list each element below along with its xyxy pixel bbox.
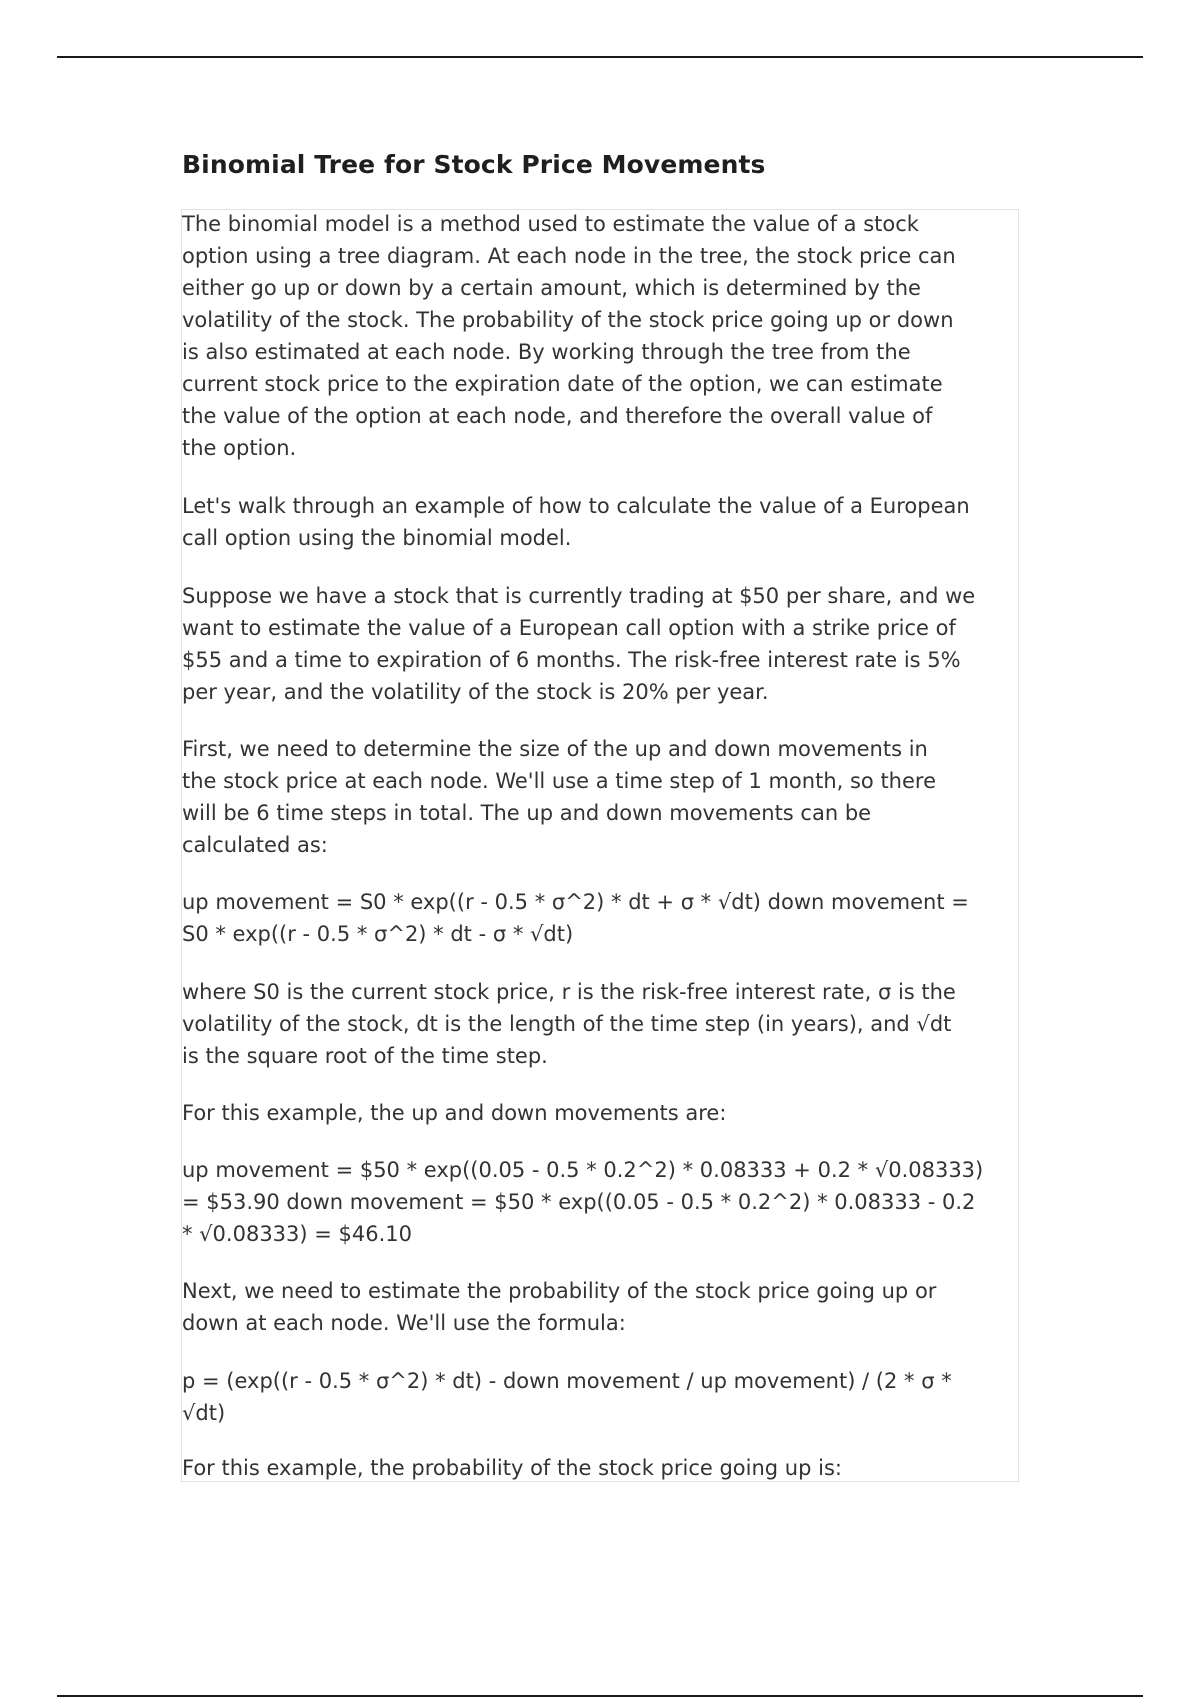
text-line: call option using the binomial model. [182,526,572,550]
formula-movements [182,886,1022,950]
text-line: the value of the option at each node, and therefore the overall value of [182,404,933,428]
text-line: volatility of the stock, dt is the length of the time step (in years), and √dt [182,1012,952,1036]
text-line: per year, and the volatility of the stock is 20% per year. [182,680,769,704]
text-line: is the square root of the time step. [182,1044,548,1068]
text-line: = $53.90 down movement = $50 * exp((0.05 - 0.5 * 0.2^2) * 0.08333 - 0.2 [182,1190,976,1214]
paragraph-definitions [182,976,1022,1072]
text-line: option using a tree diagram. At each node in the tree, the stock price can [182,244,956,268]
text-line: S0 * exp((r - 0.5 * σ^2) * dt - σ * √dt) [182,922,574,946]
formula-probability [182,1365,1022,1429]
text-line: current stock price to the expiration date of the option, we can estimate [182,372,943,396]
text-line: either go up or down by a certain amount, which is determined by the [182,276,921,300]
paragraph-example-movements [182,1097,1022,1129]
text-line: down at each node. We'll use the formula: [182,1311,626,1335]
text-line: * √0.08333) = $46.10 [182,1222,413,1246]
text-line: is also estimated at each node. By working through the tree from the [182,340,911,364]
paragraph-example-intro [182,490,1022,554]
text-line: the option. [182,436,297,460]
paragraph-probability-example [182,1452,1022,1484]
paragraph-time-step [182,733,1022,861]
footer-rule [57,1695,1143,1697]
text-line: First, we need to determine the size of the up and down movements in [182,737,928,761]
text-line: The binomial model is a method used to estimate the value of a stock [182,212,919,236]
text-line: $55 and a time to expiration of 6 months. The risk-free interest rate is 5% [182,648,961,672]
text-line: Next, we need to estimate the probability of the stock price going up or [182,1279,937,1303]
paragraph-intro [182,208,1022,464]
page-title: Binomial Tree for Stock Price Movements [182,150,766,179]
header-rule [57,56,1143,58]
text-line: For this example, the probability of the stock price going up is: [182,1456,842,1480]
text-line: will be 6 time steps in total. The up and down movements can be [182,801,872,825]
paragraph-probability [182,1275,1022,1339]
text-line: up movement = S0 * exp((r - 0.5 * σ^2) * dt + σ * √dt) down movement = [182,890,969,914]
text-line: want to estimate the value of a European call option with a strike price of [182,616,956,640]
formula-example-movements [182,1154,1022,1250]
text-line: p = (exp((r - 0.5 * σ^2) * dt) - down movement / up movement) / (2 * σ * [182,1369,952,1393]
text-line: where S0 is the current stock price, r is the risk-free interest rate, σ is the [182,980,956,1004]
text-line: √dt) [182,1401,226,1425]
text-line: volatility of the stock. The probability of the stock price going up or down [182,308,954,332]
text-line: For this example, the up and down movements are: [182,1101,727,1125]
text-line: Suppose we have a stock that is currently trading at $50 per share, and we [182,584,976,608]
text-line: calculated as: [182,833,328,857]
text-line: Let's walk through an example of how to calculate the value of a European [182,494,970,518]
paragraph-assumptions [182,580,1022,708]
text-line: the stock price at each node. We'll use a time step of 1 month, so there [182,769,937,793]
text-line: up movement = $50 * exp((0.05 - 0.5 * 0.2^2) * 0.08333 + 0.2 * √0.08333) [182,1158,984,1182]
